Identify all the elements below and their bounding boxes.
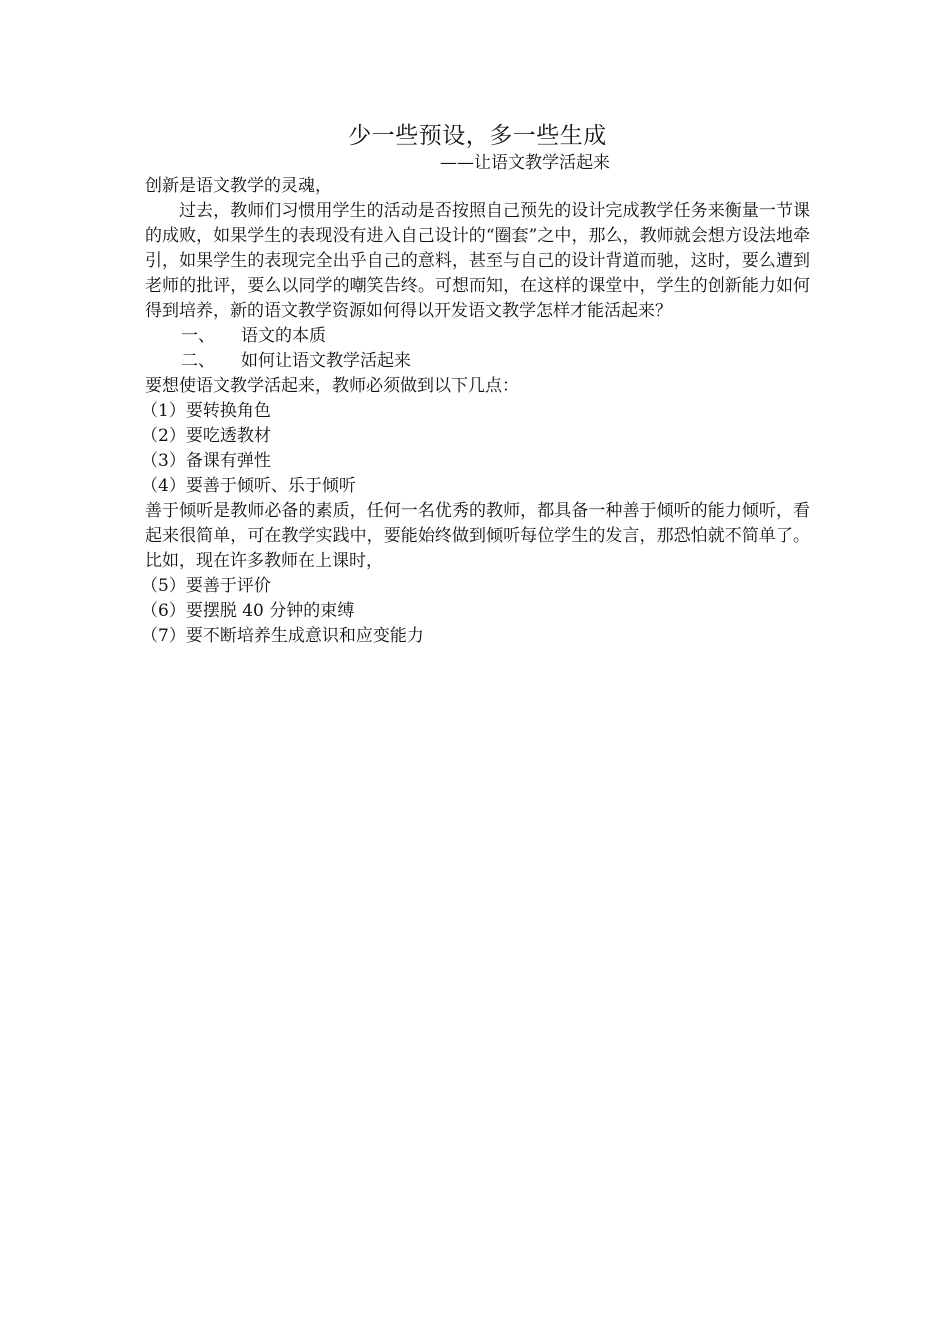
list-item: （7）要不断培养生成意识和应变能力	[141, 626, 424, 646]
list-item: （1）要转换角色	[141, 401, 271, 421]
list-item: （4）要善于倾听、乐于倾听	[141, 476, 356, 496]
paragraph-listening: 善于倾听是教师必备的素质，任何一名优秀的教师，都具备一种善于倾听的能力倾听，看起来很简单，可在教学实践中，要能始终做到倾听每位学生的发言，那恐怕就不简单了。比如，现在许多教师在上课时，	[145, 501, 810, 571]
list-item: （5）要善于评价	[141, 576, 271, 596]
section-heading	[145, 324, 810, 349]
document-subtitle: ——让语文教学活起来	[440, 153, 610, 173]
points-intro: 要想使语文教学活起来，教师必须做到以下几点：	[145, 376, 519, 396]
section-number: 二、	[181, 351, 215, 371]
section-heading	[145, 349, 810, 374]
section-title: 如何让语文教学活起来	[241, 351, 411, 371]
section-headings	[145, 324, 810, 374]
document-title: 少一些预设，多一些生成	[348, 123, 607, 149]
document-body	[141, 120, 810, 649]
section-number: 一、	[181, 326, 215, 346]
list-item: （2）要吃透教材	[141, 426, 271, 446]
paragraph-past-practice: 过去，教师们习惯用学生的活动是否按照自己预先的设计完成教学任务来衡量一节课的成败，如果学生的表现没有进入自己设计的“圈套”之中，那么，教师就会想方设法地牵引，如果学生的表现完全出乎自己的意料，甚至与自己的设计背道而驰，这时，要么遭到老师的批评，要么以同学的嘲笑告终。可想而知，在这样的课堂中，学生的创新能力如何得到培养，新的语文教学资源如何得以开发语文教学怎样才能活起来？	[145, 201, 810, 321]
points-list-b	[141, 574, 810, 649]
list-item: （6）要摆脱 40 分钟的束缚	[141, 601, 355, 621]
list-item: （3）备课有弹性	[141, 451, 271, 471]
section-title: 语文的本质	[241, 326, 326, 346]
intro-line: 创新是语文教学的灵魂，	[145, 176, 332, 196]
points-list-a	[141, 399, 810, 499]
